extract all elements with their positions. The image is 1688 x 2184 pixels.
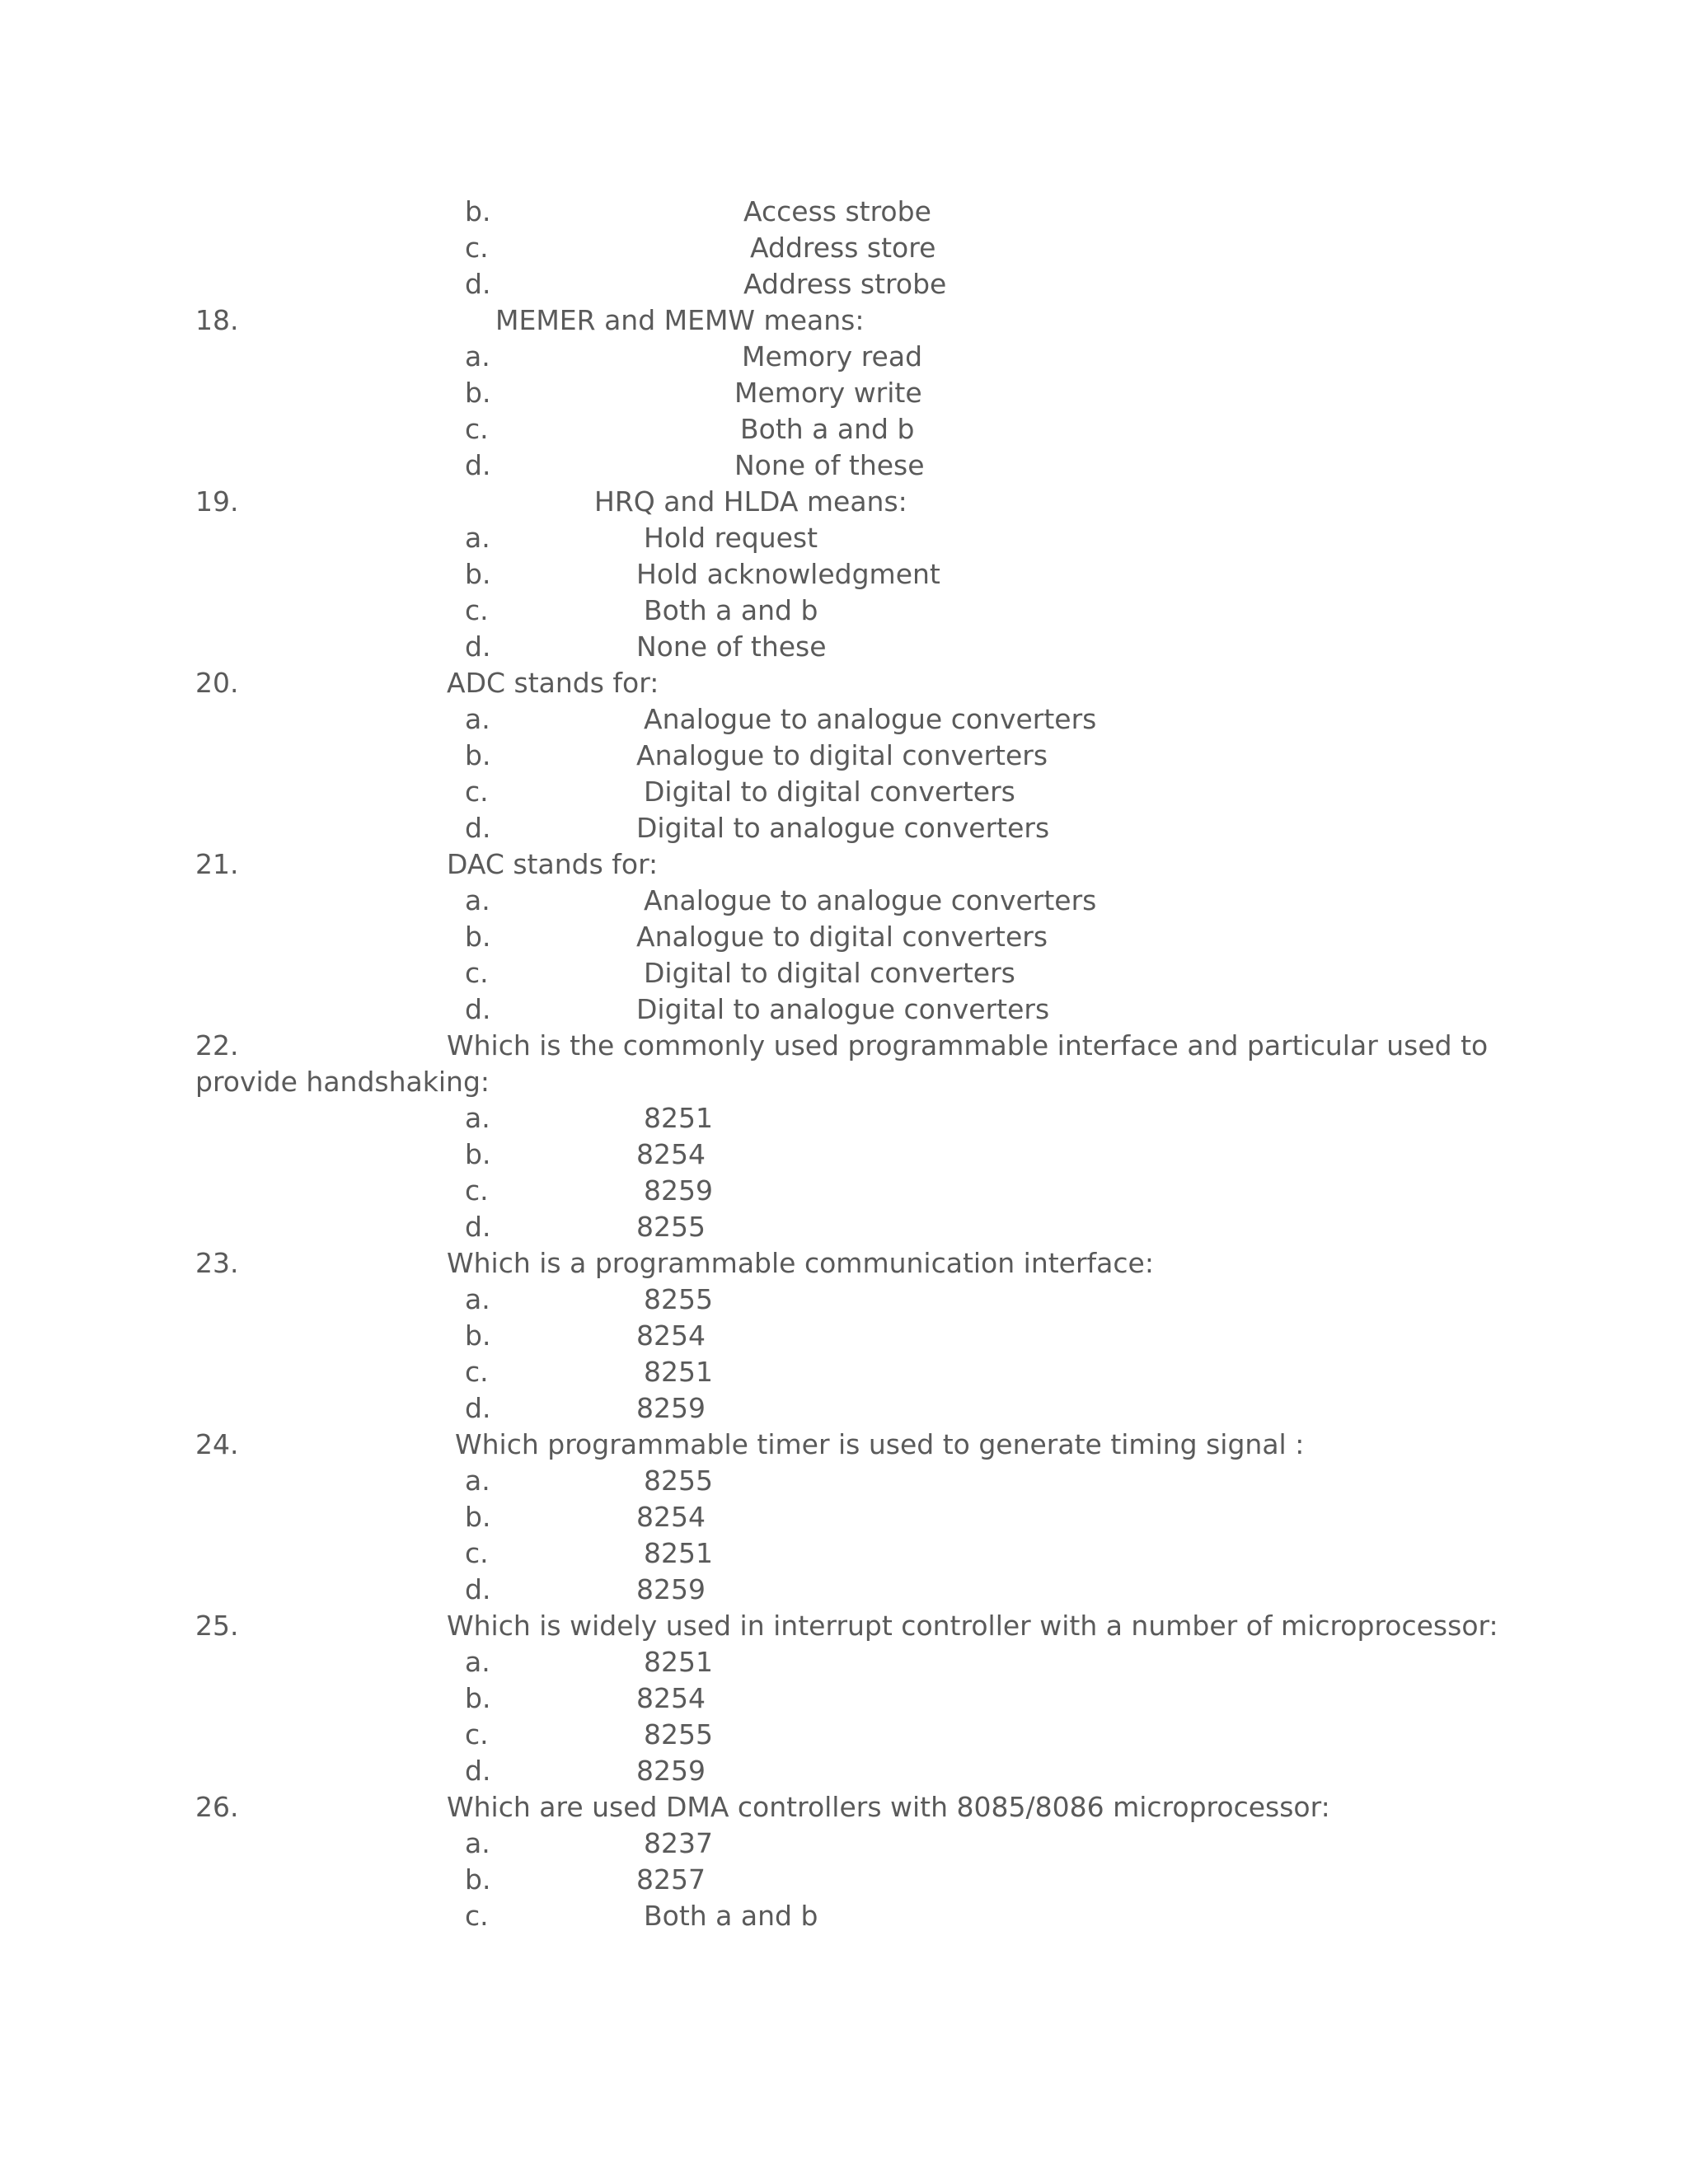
- question-text: Which programmable timer is used to generate timing signal :: [455, 1428, 1305, 1460]
- option-letter: a.: [465, 1283, 490, 1315]
- option-text: 8255: [644, 1465, 713, 1497]
- question-text: MEMER and MEMW means:: [495, 304, 865, 336]
- option-letter: d.: [465, 630, 491, 663]
- option-letter: c.: [465, 594, 489, 626]
- option-letter: c.: [465, 1174, 489, 1207]
- option-text: 8251: [644, 1102, 713, 1134]
- option-letter: b.: [465, 1501, 491, 1533]
- option-text: 8251: [644, 1356, 713, 1388]
- question-number: 25.: [195, 1610, 239, 1642]
- option-text: Analogue to analogue converters: [644, 884, 1097, 916]
- option-letter: d.: [465, 993, 491, 1025]
- option-text: 8259: [636, 1755, 706, 1787]
- option-text: 8255: [644, 1283, 713, 1315]
- option-letter: c.: [465, 1718, 489, 1750]
- question-number: 22.: [195, 1029, 239, 1062]
- option-text: 8254: [636, 1501, 706, 1533]
- option-text: 8254: [636, 1319, 706, 1352]
- option-letter: c.: [465, 1537, 489, 1569]
- option-letter: a.: [465, 703, 490, 735]
- option-text: Hold acknowledgment: [636, 558, 940, 590]
- option-letter: c.: [465, 413, 489, 445]
- question-number: 26.: [195, 1791, 239, 1823]
- option-text: 8237: [644, 1827, 713, 1859]
- option-text: Access strobe: [743, 195, 931, 227]
- option-letter: d.: [465, 1573, 491, 1605]
- question-number: 20.: [195, 667, 239, 699]
- option-text: None of these: [636, 630, 827, 663]
- option-text: 8255: [636, 1211, 706, 1243]
- question-number: 21.: [195, 848, 239, 880]
- question-text-continuation: provide handshaking:: [195, 1066, 490, 1098]
- option-text: Digital to analogue converters: [636, 812, 1050, 844]
- option-letter: d.: [465, 268, 491, 300]
- option-letter: a.: [465, 1102, 490, 1134]
- option-letter: c.: [465, 776, 489, 808]
- option-text: 8254: [636, 1138, 706, 1170]
- option-text: Both a and b: [740, 413, 915, 445]
- option-text: 8251: [644, 1646, 713, 1678]
- option-text: Digital to digital converters: [644, 957, 1015, 989]
- option-letter: d.: [465, 449, 491, 481]
- option-letter: b.: [465, 377, 491, 409]
- question-number: 18.: [195, 304, 239, 336]
- option-text: Analogue to digital converters: [636, 739, 1048, 771]
- option-letter: a.: [465, 1646, 490, 1678]
- option-letter: b.: [465, 1138, 491, 1170]
- question-text: Which is a programmable communication interface:: [447, 1247, 1154, 1279]
- option-text: Hold request: [644, 522, 818, 554]
- option-letter: a.: [465, 884, 490, 916]
- option-text: Memory write: [734, 377, 922, 409]
- question-number: 24.: [195, 1428, 239, 1460]
- option-text: Both a and b: [644, 1900, 818, 1932]
- option-text: Both a and b: [644, 594, 818, 626]
- option-text: 8259: [636, 1573, 706, 1605]
- option-letter: a.: [465, 1827, 490, 1859]
- option-letter: c.: [465, 1900, 489, 1932]
- question-text: Which are used DMA controllers with 8085/8086 microprocessor:: [447, 1791, 1330, 1823]
- question-text: Which is widely used in interrupt controller with a number of microprocessor:: [447, 1610, 1498, 1642]
- option-text: 8254: [636, 1682, 706, 1714]
- option-text: Memory read: [742, 340, 923, 373]
- option-text: Analogue to digital converters: [636, 921, 1048, 953]
- option-letter: d.: [465, 1392, 491, 1424]
- question-text: Which is the commonly used programmable interface and particular used to: [447, 1029, 1489, 1062]
- question-text: HRQ and HLDA means:: [594, 485, 907, 518]
- option-text: 8259: [644, 1174, 713, 1207]
- option-letter: b.: [465, 1682, 491, 1714]
- option-text: Digital to analogue converters: [636, 993, 1050, 1025]
- question-text: ADC stands for:: [447, 667, 659, 699]
- option-letter: b.: [465, 195, 491, 227]
- option-letter: a.: [465, 1465, 490, 1497]
- option-letter: a.: [465, 522, 490, 554]
- option-letter: c.: [465, 232, 489, 264]
- option-letter: b.: [465, 739, 491, 771]
- option-text: None of these: [734, 449, 925, 481]
- question-number: 19.: [195, 485, 239, 518]
- option-text: Analogue to analogue converters: [644, 703, 1097, 735]
- option-letter: d.: [465, 1755, 491, 1787]
- option-letter: b.: [465, 1863, 491, 1896]
- question-text: DAC stands for:: [447, 848, 659, 880]
- option-letter: b.: [465, 1319, 491, 1352]
- option-text: Digital to digital converters: [644, 776, 1015, 808]
- option-text: 8255: [644, 1718, 713, 1750]
- option-text: Address store: [750, 232, 936, 264]
- option-letter: c.: [465, 957, 489, 989]
- option-letter: d.: [465, 812, 491, 844]
- question-number: 23.: [195, 1247, 239, 1279]
- option-letter: b.: [465, 558, 491, 590]
- option-text: 8251: [644, 1537, 713, 1569]
- option-letter: c.: [465, 1356, 489, 1388]
- option-letter: b.: [465, 921, 491, 953]
- option-letter: d.: [465, 1211, 491, 1243]
- option-letter: a.: [465, 340, 490, 373]
- option-text: 8259: [636, 1392, 706, 1424]
- option-text: Address strobe: [743, 268, 947, 300]
- option-text: 8257: [636, 1863, 706, 1896]
